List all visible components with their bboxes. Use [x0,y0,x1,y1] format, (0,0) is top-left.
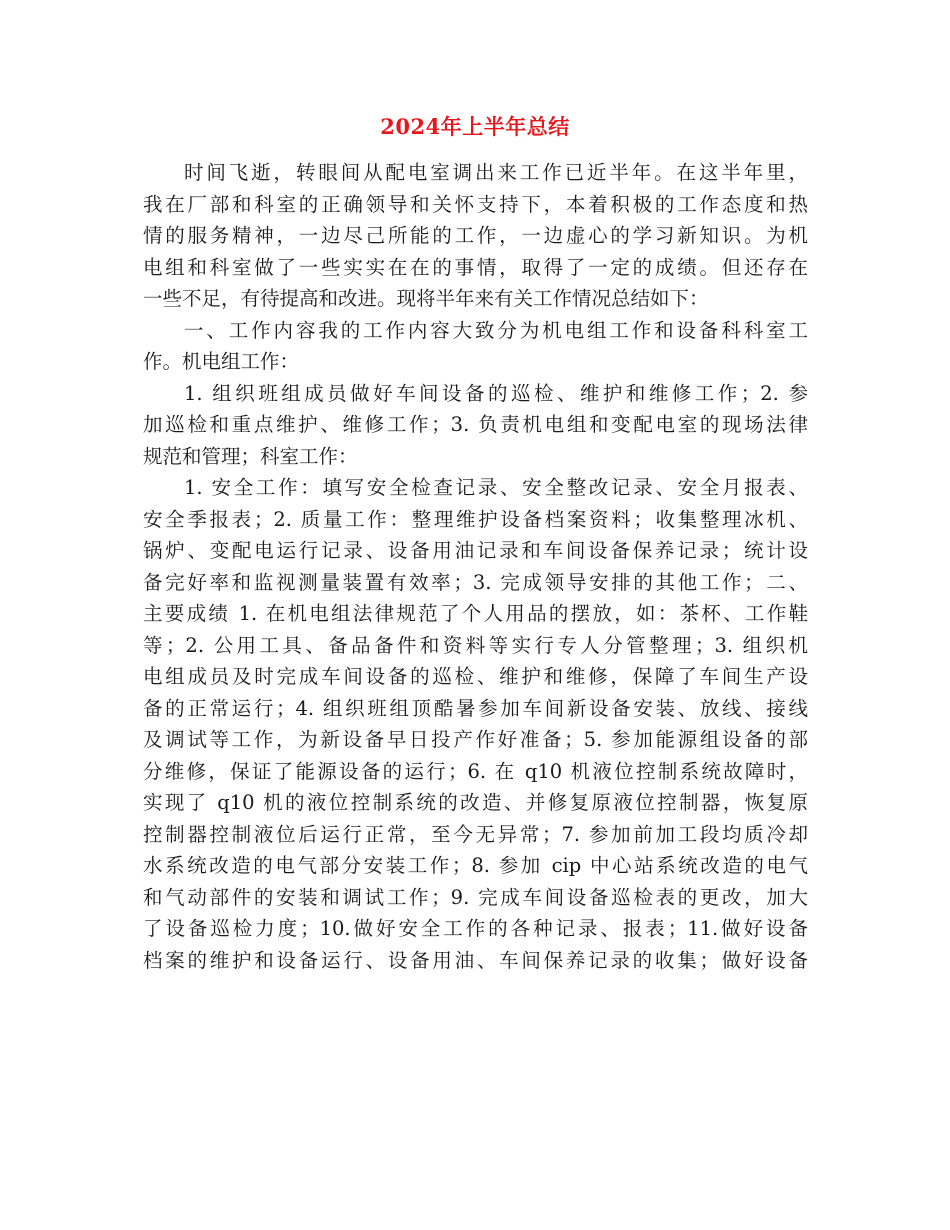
text-line: 及调试等工作，为新设备早日投产作好准备；5. 参加能源组设备的部 [143,728,808,751]
text-line: 我在厂部和科室的正确领导和关怀支持下，本着积极的工作态度和热 [143,192,808,216]
text-line: 一些不足，有待提高和改进。现将半年来有关工作情况总结如下： [143,287,709,310]
text-line: 和气动部件的安装和调试工作；9. 完成车间设备巡检表的更改，加大 [143,885,808,909]
text-line: 水系统改造的电气部分安装工作；8. 参加 cip 中心站系统改造的电气 [143,854,808,877]
text-line: 等；2. 公用工具、备品备件和资料等实行专人分管整理；3. 组织机 [143,633,808,657]
text-line: 加巡检和重点维护、维修工作；3. 负责机电组和变配电室的现场法律 [143,413,808,436]
paragraph-group-work [143,378,808,473]
text-line: 档案的维护和设备运行、设备用油、车间保养记录的收集；做好设备 [143,948,808,972]
text-line: 备完好率和监视测量装置有效率；3. 完成领导安排的其他工作；二、 [143,570,808,594]
text-line: 备的正常运行；4. 组织班组顶酷暑参加车间新设备安装、放线、接线 [143,696,808,720]
text-line: 分维修，保证了能源设备的运行；6. 在 q10 机液位控制系统故障时， [143,759,808,783]
text-line: 1. 安全工作：填写安全检查记录、安全整改记录、安全月报表、 [184,476,808,499]
text-line: 控制器控制液位后运行正常，至今无异常；7. 参加前加工段均质冷却 [143,822,808,846]
paragraph-intro [143,157,808,315]
text-line: 实现了 q10 机的液位控制系统的改造、并修复原液位控制器，恢复原 [143,791,808,814]
text-line: 1. 组织班组成员做好车间设备的巡检、维护和维修工作；2. 参 [184,381,808,405]
document-title: 2024年上半年总结 [380,114,570,139]
document-body [143,157,808,976]
text-line: 时间飞逝，转眼间从配电室调出来工作已近半年。在这半年里， [184,161,808,184]
text-line: 规范和管理；科室工作： [143,444,358,468]
text-line: 安全季报表；2. 质量工作：整理维护设备档案资料；收集整理冰机、 [143,507,808,531]
text-line: 锅炉、变配电运行记录、设备用油记录和车间设备保养记录；统计设 [143,539,808,562]
text-line: 情的服务精神，一边尽己所能的工作，一边虚心的学习新知识。为机 [143,224,808,247]
text-line: 了设备巡检力度；10.做好安全工作的各种记录、报表；11.做好设备 [143,917,808,940]
text-line: 一、工作内容我的工作内容大致分为机电组工作和设备科科室工 [184,318,808,342]
text-line: 电组成员及时完成车间设备的巡检、维护和维修，保障了车间生产设 [143,665,808,688]
paragraph-office-work [143,472,808,976]
text-line: 主要成绩 1. 在机电组法律规范了个人用品的摆放，如：茶杯、工作鞋 [143,602,808,625]
paragraph-work-content [143,315,808,378]
text-line: 作。机电组工作： [143,350,300,373]
text-line: 电组和科室做了一些实实在在的事情，取得了一定的成绩。但还存在 [143,255,808,279]
